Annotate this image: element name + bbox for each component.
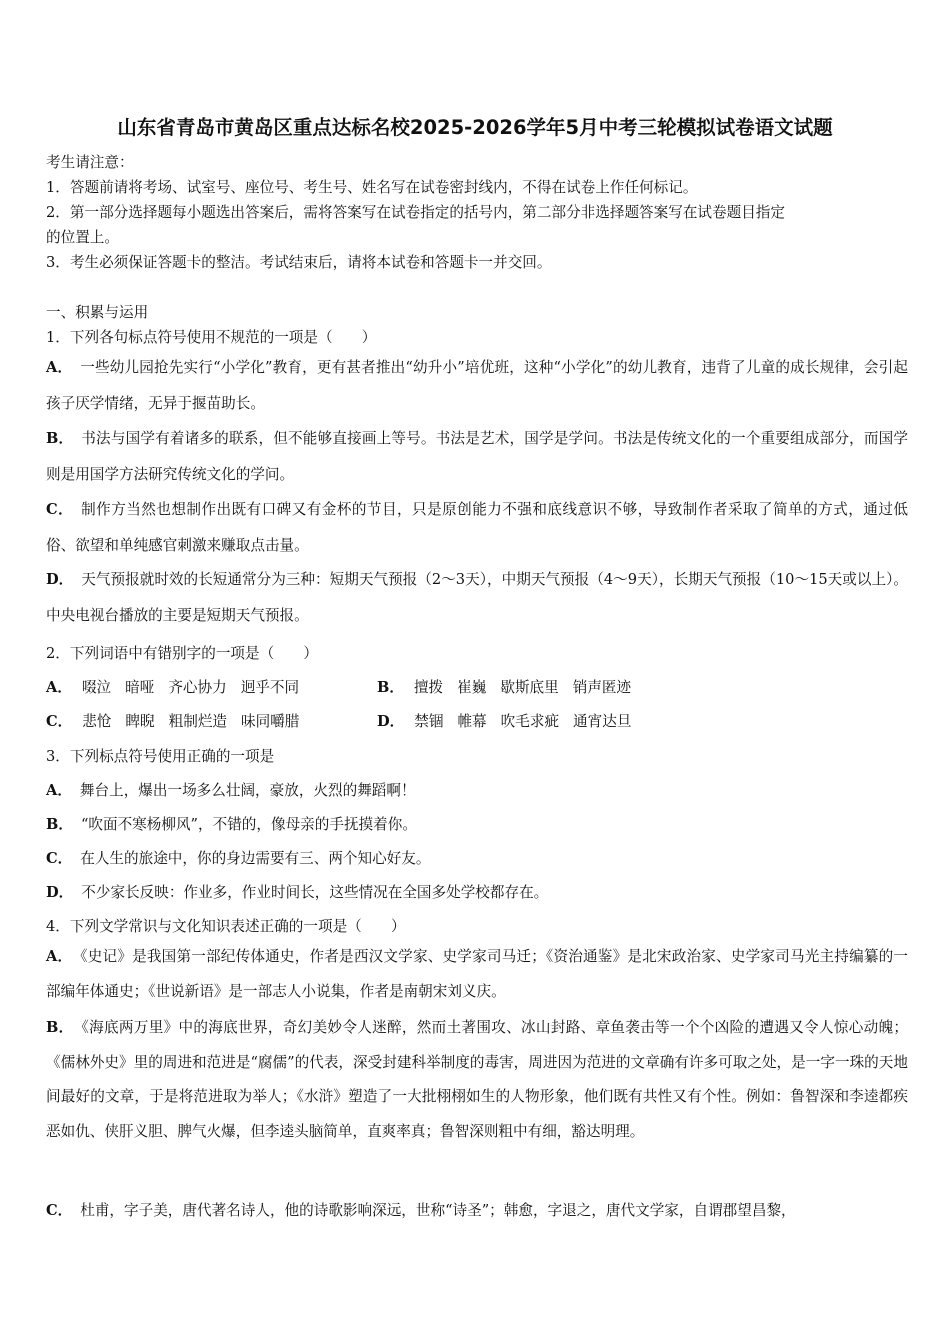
- option-text: 天气预报就时效的长短通常分为三种：短期天气预报（2～3天），中期天气预报（4～9天），长期天气预报（10～15天或以上）。中央电视台播放的主要是短期天气预报。: [46, 571, 908, 624]
- option-text: 不少家长反映：作业多，作业时间长，这些情况在全国多处学校都存在。: [81, 884, 549, 901]
- q2-right-column: [377, 676, 645, 697]
- option-text: 制作方当然也想制作出既有口碑又有金杯的节目，只是原创能力不强和底线意识不够，导致制作者采取了简单的方式，通过低俗、欲望和单纯感官刺激来赚取点击量。: [46, 501, 908, 554]
- option-label: B．: [377, 679, 404, 696]
- option-label: D．: [46, 884, 74, 901]
- q1-option-b: [46, 421, 908, 493]
- notice-heading: 考生请注意：: [46, 154, 134, 171]
- option-label: A．: [46, 359, 73, 376]
- word: 暗哑: [125, 679, 155, 696]
- word: 齐心协力: [168, 679, 227, 696]
- notice-item: 2．第一部分选择题每小题选出答案后，需将答案写在试卷指定的括号内，第二部分非选择题答案写在试卷题目指定: [46, 204, 785, 221]
- q2-right-column: [377, 710, 645, 731]
- word: 睥睨: [125, 713, 155, 730]
- word: 粗制烂造: [168, 713, 228, 730]
- word: 味同嚼腊: [241, 713, 300, 730]
- q3-option-a: [46, 779, 416, 800]
- word: 迥乎不同: [240, 679, 300, 696]
- question-2-stem: 2．下列词语中有错别字的一项是（ ）: [46, 645, 318, 662]
- option-text: 《史记》是我国第一部纪传体通史，作者是西汉文学家、史学家司马迁；《资治通鉴》是北宋政治家、史学家司马光主持编纂的一部编年体通史；《世说新语》是一部志人小说集，作者是南朝宋刘义庆。: [46, 948, 909, 1000]
- notice-item: 的位置上。: [46, 229, 119, 246]
- question-1-stem: 1．下列各句标点符号使用不规范的一项是（ ）: [46, 329, 377, 346]
- option-text: 书法与国学有着诸多的联系，但不能够直接画上等号。书法是艺术，国学是学问。书法是传统文化的一个重要组成部分，而国学则是用国学方法研究传统文化的学问。: [46, 430, 908, 483]
- word: 禁锢: [414, 713, 444, 730]
- word: 通宵达旦: [573, 713, 632, 730]
- option-text: 杜甫，字子美，唐代著名诗人，他的诗歌影响深远，世称“诗圣”；韩愈，字退之，唐代文学家，自谓郡望昌黎，: [80, 1202, 796, 1219]
- word: 擅拨: [413, 679, 444, 696]
- option-text: “吹面不寒杨柳风”，不错的，像母亲的手抚摸着你。: [80, 816, 417, 833]
- option-label: B．: [46, 816, 73, 833]
- q3-option-b: [46, 813, 417, 834]
- q4-option-c: [46, 1194, 908, 1229]
- option-label: C．: [46, 501, 74, 518]
- word: 吹毛求疵: [500, 713, 560, 730]
- notice-item: 3．考生必须保证答题卡的整洁。考试结束后，请将本试卷和答题卡一并交回。: [46, 254, 552, 271]
- option-label: D．: [377, 713, 405, 730]
- word: 啜泣: [81, 679, 112, 696]
- q2-row: [46, 710, 632, 731]
- word: 帷幕: [457, 713, 487, 730]
- q4-option-b: [46, 1011, 908, 1149]
- option-label: C．: [46, 850, 73, 867]
- q3-option-d: [46, 881, 548, 902]
- section-heading: 一、积累与运用: [46, 304, 149, 321]
- word: 悲怆: [82, 713, 112, 730]
- option-text: 《海底两万里》中的海底世界，奇幻美妙令人迷醉，然而土著围攻、冰山封路、章鱼袭击等一个个凶险的遭遇又令人惊心动魄；《儒林外史》里的周进和范进是“腐儒”的代表，深受封建科举制度的毒害，周进因为范进的文章确有许多可取之处，是一字一珠的天地间最好的文章，于是将范进取为举人；《水浒》塑造了一大批栩栩如生的人物形象，他们既有共性又有个性。例如：鲁智深和李逵都疾恶如仇、侠肝义胆、脾气火爆，但李逵头脑简单，直爽率真；鲁智深则粗中有细，豁达明理。: [46, 1019, 908, 1140]
- word: 崔巍: [457, 679, 487, 696]
- option-label: A．: [46, 782, 72, 799]
- question-4-stem: 4．下列文学常识与文化知识表述正确的一项是（ ）: [46, 918, 406, 935]
- option-label: B．: [46, 1019, 74, 1036]
- option-text: 舞台上，爆出一场多么壮阔，豪放，火烈的舞蹈啊！: [79, 782, 416, 799]
- option-label: B．: [46, 430, 74, 447]
- word: 歇斯底里: [500, 679, 559, 696]
- option-label: C．: [46, 1202, 73, 1219]
- q2-row: [46, 676, 632, 697]
- option-text: 一些幼儿园抢先实行“小学化”教育，更有甚者推出“幼升小”培优班，这种“小学化”的幼儿教育，违背了儿童的成长规律，会引起孩子厌学情绪，无异于揠苗助长。: [46, 359, 908, 412]
- page-title: 山东省青岛市黄岛区重点达标名校2025-2026学年5月中考三轮模拟试卷语文试题: [117, 116, 833, 139]
- q1-option-c: [46, 492, 908, 564]
- option-text: 在人生的旅途中，你的身边需要有三、两个知心好友。: [80, 850, 431, 867]
- option-label: C．: [46, 713, 73, 730]
- option-label: A．: [46, 948, 73, 965]
- q1-option-d: [46, 562, 908, 634]
- q1-option-a: [46, 350, 908, 422]
- question-3-stem: 3．下列标点符号使用正确的一项是: [46, 748, 275, 765]
- q3-option-c: [46, 847, 430, 868]
- notice-item: 1．答题前请将考场、试室号、座位号、考生号、姓名写在试卷密封线内，不得在试卷上作任何标记。: [46, 179, 698, 196]
- q4-option-a: [46, 940, 908, 1009]
- word: 销声匿迹: [572, 679, 632, 696]
- option-label: A．: [46, 679, 72, 696]
- option-label: D．: [46, 571, 74, 588]
